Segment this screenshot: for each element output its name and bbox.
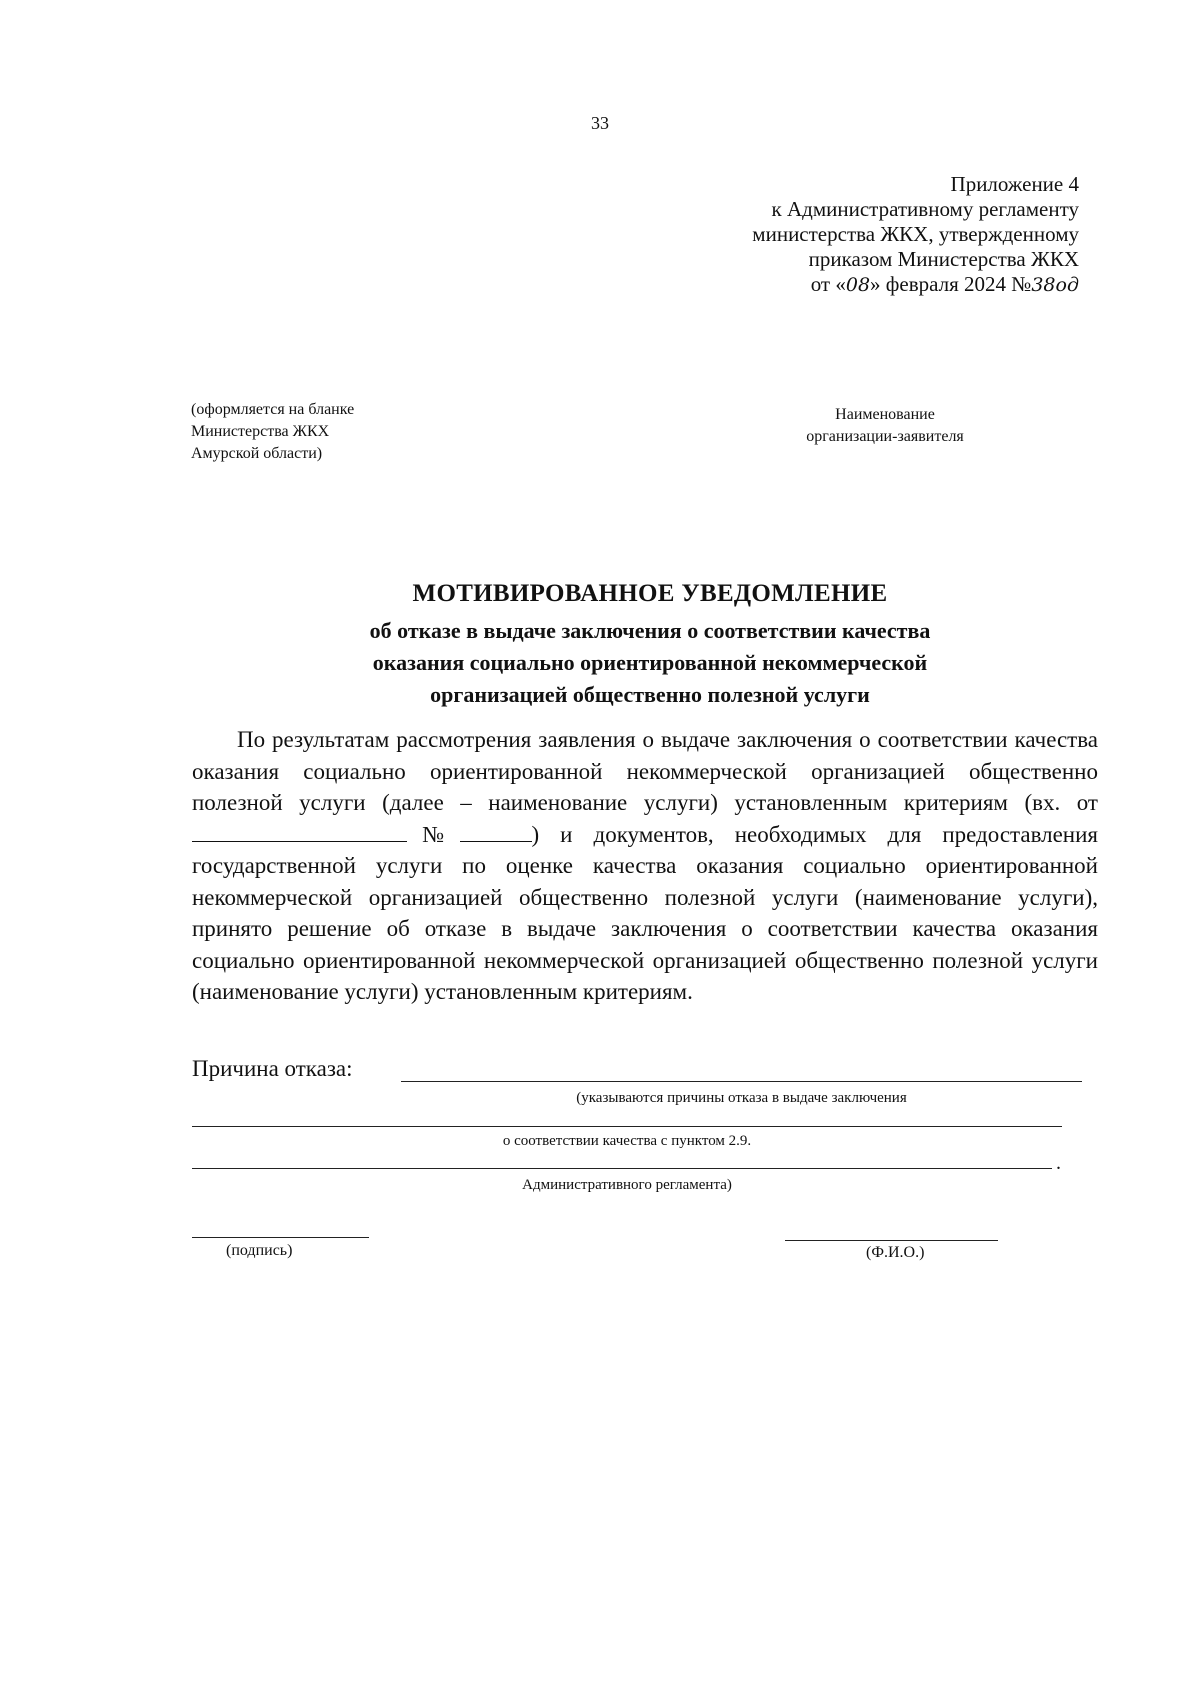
reason-label: Причина отказа: <box>192 1056 353 1081</box>
body-text-part-2: ) и документов, необходимых для предоставления государственной услуги по оценке качества оказания социально ориентированной некоммерческой организацией общественно полезной услуги (наименование услуги), принято решение об отказе в выдаче заключения о соответствии качества оказания социально ориентированной некоммерческой организацией общественно полезной услуги (наименование услуги) установленным критериям. <box>192 821 1099 1004</box>
appendix-line-1: Приложение 4 <box>950 172 1079 196</box>
appendix-header <box>752 172 1079 298</box>
letterhead-note-line-1: (оформляется на бланке <box>191 401 355 418</box>
appendix-date-line <box>752 272 1079 298</box>
title-sub-2: оказания социально ориентированной некоммерческой <box>372 650 928 675</box>
reason-line-2 <box>192 1126 1062 1127</box>
signature-line <box>192 1237 369 1238</box>
letterhead-note <box>191 399 354 465</box>
signature-caption: (подпись) <box>226 1242 293 1259</box>
fio-caption: (Ф.И.О.) <box>866 1244 925 1261</box>
applicant-org-line-2: организации-заявителя <box>806 428 964 445</box>
date-blank-line <box>192 821 407 842</box>
fio-line <box>785 1240 998 1241</box>
applicant-org-name <box>770 404 1000 448</box>
appendix-line-4: приказом Министерства ЖКХ <box>808 247 1079 271</box>
title-main: МОТИВИРОВАННОЕ УВЕДОМЛЕНИЕ <box>412 580 888 607</box>
date-prefix: от « <box>810 272 846 296</box>
reason-line-end-dot: . <box>1056 1152 1061 1174</box>
reason-line-1 <box>401 1081 1082 1082</box>
handwritten-day: 08 <box>845 274 871 296</box>
page-number: 33 <box>591 113 609 133</box>
body-paragraph <box>192 724 1098 1008</box>
title-sub-1: об отказе в выдаче заключения о соответствии качества <box>369 618 931 643</box>
applicant-org-line-1: Наименование <box>835 406 935 423</box>
appendix-line-2: к Административному регламенту <box>771 197 1079 221</box>
appendix-line-3: министерства ЖКХ, утвержденному <box>752 222 1079 246</box>
title-sub-3: организацией общественно полезной услуги <box>430 682 870 707</box>
letterhead-note-line-3: Амурской области) <box>191 445 323 462</box>
reason-line-3 <box>192 1168 1052 1169</box>
number-sign: № <box>407 821 460 847</box>
reason-caption-2: о соответствии качества с пунктом 2.9. <box>502 1133 752 1149</box>
reason-caption-1: (указываются причины отказа в выдаче заключения <box>576 1090 907 1106</box>
document-title <box>200 577 1100 711</box>
date-middle: » февраля 2024 № <box>870 272 1032 296</box>
reason-caption-3: Административного регламента) <box>522 1177 732 1193</box>
letterhead-note-line-2: Министерства ЖКХ <box>191 423 330 440</box>
number-blank-line <box>460 821 532 842</box>
handwritten-order-number: 38од <box>1031 274 1079 296</box>
body-text-part-1: По результатам рассмотрения заявления о выдаче заключения о соответствии качества оказания социально ориентированной некоммерческой организацией общественно полезной услуги (далее – наименование услуги) установленным критериям (вх. от <box>192 727 1098 815</box>
